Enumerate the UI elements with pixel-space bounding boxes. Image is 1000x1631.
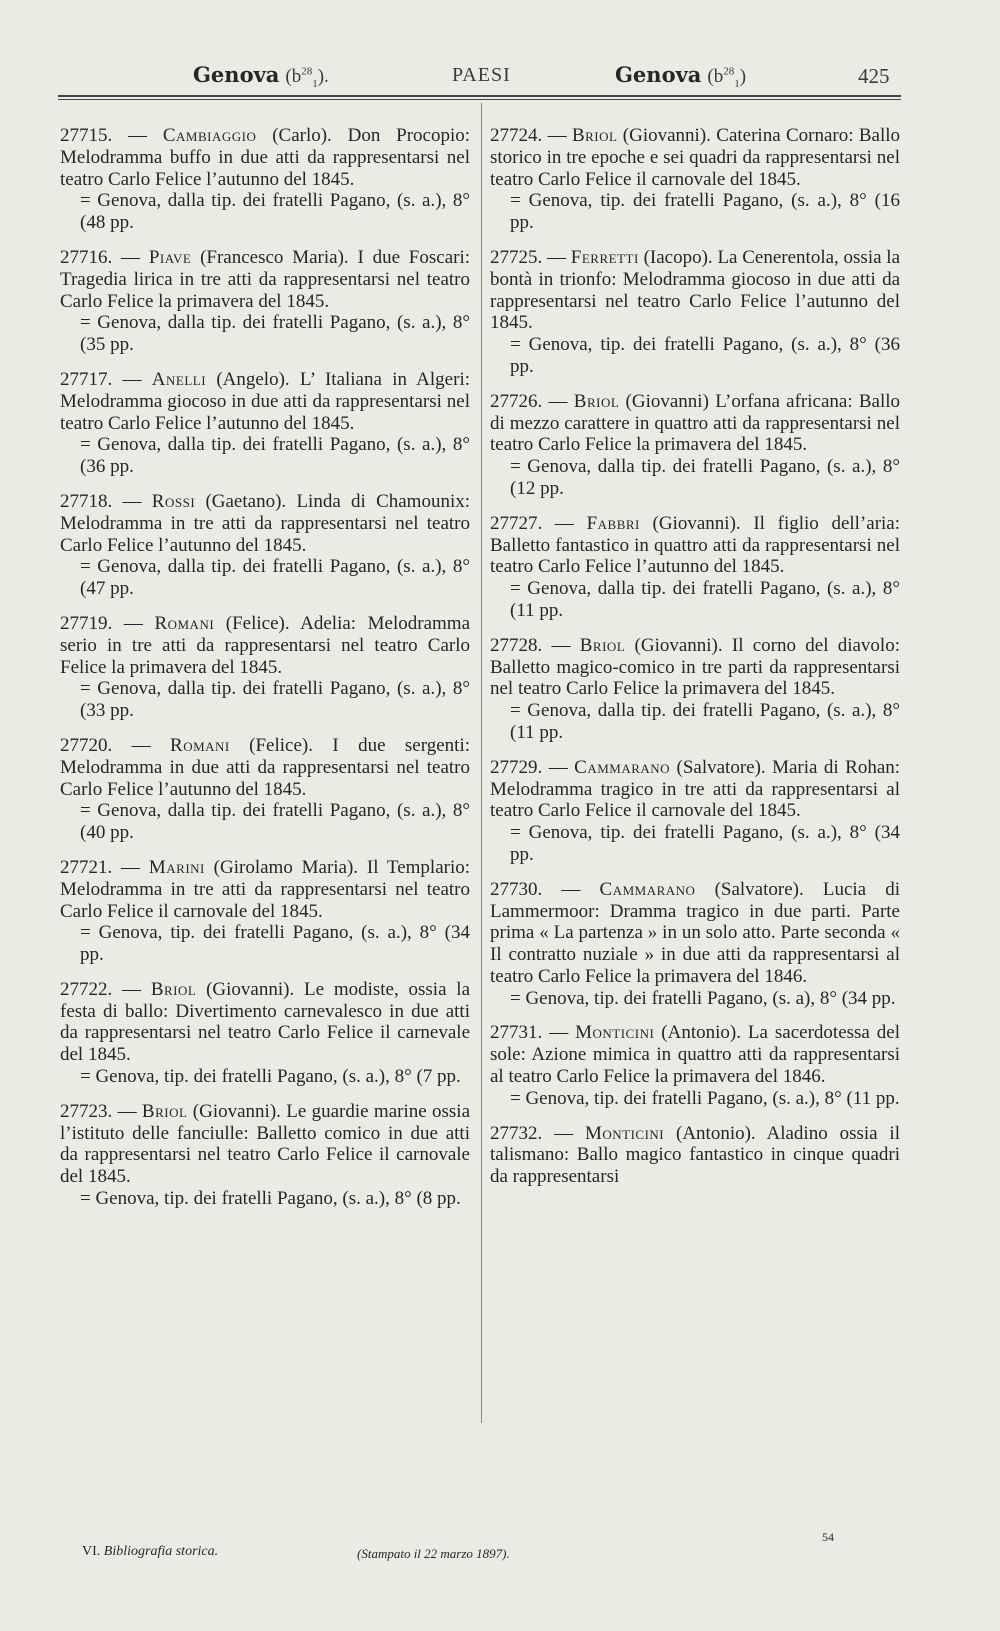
- column-divider: [481, 103, 482, 1423]
- entry-title: I due Foscari: Tragedia lirica in tre atti da rappresentarsi nel teatro Carlo Felice la primavera del 1845.: [60, 246, 471, 312]
- entry-author: Briol: [573, 390, 620, 412]
- bibliography-entry: 27725. — Ferretti (Iacopo). La Cenerentola, ossia la bontà in trionfo: Melodramma giocoso in due atti da rappresentarsi nel teatro Carlo Felice l’autunno del 1845. = Genova, tip. dei fratelli Pagano, (s. a.), 8° (36 pp.: [490, 246, 901, 377]
- sig-sup: 28: [723, 65, 735, 78]
- bibliography-entry: 27721. — Marini (Girolamo Maria). Il Templario: Melodramma in tre atti da rappresentarsi nel teatro Carlo Felice il carnovale del 1845. = Genova, tip. dei fratelli Pagano, (s. a.), 8° (34 pp.: [60, 856, 471, 966]
- entry-number: 27716.: [60, 246, 113, 268]
- entry-imprint: = Genova, tip. dei fratelli Pagano, (s. a.), 8° (11 pp.: [510, 1087, 900, 1109]
- bibliography-entry: 27724. — Briol (Giovanni). Caterina Cornaro: Ballo storico in tre epoche e sei quadri da rappresentarsi nel teatro Carlo Felice il carnovale del 1845. = Genova, tip. dei fratelli Pagano, (s. a.), 8° (16 pp.: [490, 125, 901, 234]
- entry-author-given: (Giovanni).: [206, 978, 295, 1000]
- entry-imprint: = Genova, tip. dei fratelli Pagano, (s. a), 8° (34 pp.: [510, 987, 896, 1009]
- entry-number: 27719.: [60, 612, 113, 634]
- bibliography-entry: 27723. — Briol (Giovanni). Le guardie marine ossia l’istituto delle fanciulle: Balletto comico in due atti da rappresentarsi nel teatro Carlo Felice il carnovale del 1845. = Genova, tip. dei fratelli Pagano, (s. a.), 8° (8 pp.: [60, 1100, 471, 1210]
- entry-author: Anelli: [151, 368, 207, 390]
- entry-imprint: = Genova, dalla tip. dei fratelli Pagano, (s. a.), 8° (40 pp.: [80, 800, 470, 844]
- bibliography-entry: 27716. — Piave (Francesco Maria). I due Foscari: Tragedia lirica in tre atti da rappresentarsi nel teatro Carlo Felice la primavera del 1845. = Genova, dalla tip. dei fratelli Pagano, (s. a.), 8° (35 pp.: [60, 246, 471, 356]
- header-rule: [58, 95, 901, 97]
- entry-imprint: = Genova, tip. dei fratelli Pagano, (s. a.), 8° (7 pp.: [80, 1066, 461, 1088]
- entry-author-given: (Giovanni): [625, 390, 709, 412]
- entry-author-given: (Angelo).: [216, 368, 290, 390]
- entry-number: 27727.: [490, 512, 543, 534]
- entry-number: 27732.: [490, 1122, 543, 1144]
- entry-imprint: = Genova, dalla tip. dei fratelli Pagano, (s. a.), 8° (48 pp.: [80, 190, 470, 234]
- entry-imprint: = Genova, dalla tip. dei fratelli Pagano, (s. a.), 8° (11 pp.: [510, 578, 900, 621]
- entry-author: Rossi: [151, 490, 196, 512]
- entry-number: 27726.: [490, 390, 543, 412]
- entry-author: Marini: [148, 856, 205, 878]
- footer-volume: [82, 1544, 218, 1560]
- entry-author-given: (Iacopo).: [643, 246, 713, 268]
- entry-author: Monticini: [584, 1122, 665, 1144]
- entry-title: Le guardie marine ossia l’istituto delle fanciulle: Balletto comico in due atti da rappresentarsi nel teatro Carlo Felice il carnovale del 1845.: [60, 1100, 471, 1188]
- entry-imprint: = Genova, dalla tip. dei fratelli Pagano, (s. a.), 8° (35 pp.: [80, 312, 470, 356]
- bibliography-entry: 27715. — Cambiaggio (Carlo). Don Procopio: Melodramma buffo in due atti da rappresentarsi nel teatro Carlo Felice l’autunno del 1845. = Genova, dalla tip. dei fratelli Pagano, (s. a.), 8° (48 pp.: [60, 125, 471, 234]
- entry-title: Aladino ossia il talismano: Ballo magico fantastico in cinque quadri da rappresentarsi: [490, 1122, 900, 1188]
- header-right-title: Genova: [615, 62, 702, 87]
- entry-number: 27731.: [490, 1022, 543, 1044]
- entry-title: Linda di Chamounix: Melodramma in tre atti da rappresentarsi nel teatro Carlo Felice l’autunno del 1845.: [60, 490, 471, 556]
- right-column: [490, 125, 900, 1201]
- entry-author-given: (Francesco Maria).: [200, 246, 349, 268]
- footer-printed-note: (Stampato il 22 marzo 1897).: [357, 1546, 510, 1561]
- volume-number: VI.: [82, 1544, 101, 1559]
- page-footer: [0, 1530, 1000, 1578]
- header-rule-thin: [58, 99, 901, 100]
- entry-imprint: = Genova, tip. dei fratelli Pagano, (s. a.), 8° (34 pp.: [80, 922, 470, 966]
- entry-author-given: (Gaetano).: [205, 490, 287, 512]
- sig-sub: 1: [734, 77, 740, 90]
- entry-author-given: (Giovanni).: [622, 125, 711, 146]
- entry-author: Cammarano: [599, 878, 696, 900]
- entry-author-given: (Giovanni).: [192, 1100, 281, 1122]
- bibliography-entry: 27722. — Briol (Giovanni). Le modiste, ossia la festa di ballo: Divertimento carnevalesco in due atti da rappresentarsi nel teatro Carlo Felice il carnevale del 1845. = Genova, tip. dei fratelli Pagano, (s. a.), 8° (7 pp.: [60, 978, 471, 1088]
- header-left: [193, 62, 329, 90]
- entry-imprint: = Genova, dalla tip. dei fratelli Pagano, (s. a.), 8° (47 pp.: [80, 556, 470, 600]
- entry-author-given: (Carlo).: [272, 125, 332, 146]
- entry-author: Fabbri: [586, 512, 640, 534]
- entry-title: Adelia: Melodramma serio in tre atti da rappresentarsi nel teatro Carlo Felice la primavera del 1845.: [60, 612, 471, 678]
- entry-number: 27720.: [60, 734, 113, 756]
- entry-author: Cammarano: [574, 756, 671, 778]
- entry-title: Caterina Cornaro: Ballo storico in tre epoche e sei quadri da rappresentarsi nel teatro Carlo Felice il carnovale del 1845.: [490, 125, 901, 190]
- entry-number: 27725.: [490, 246, 543, 268]
- entry-number: 27730.: [490, 878, 543, 900]
- entry-number: 27723.: [60, 1100, 113, 1122]
- entry-author-given: (Giovanni).: [634, 634, 723, 656]
- entry-author-given: (Antonio).: [661, 1022, 741, 1044]
- entry-author: Romani: [170, 734, 230, 756]
- entry-imprint: = Genova, dalla tip. dei fratelli Pagano, (s. a.), 8° (33 pp.: [80, 678, 470, 722]
- bibliography-entry: 27731. — Monticini (Antonio). La sacerdotessa del sole: Azione mimica in quattro atti da rappresentarsi al teatro Carlo Felice la primavera del 1846. = Genova, tip. dei fratelli Pagano, (s. a.), 8° (11 pp.: [490, 1022, 901, 1109]
- entry-number: 27717.: [60, 368, 113, 390]
- bibliography-entry: 27726. — Briol (Giovanni) L’orfana africana: Ballo di mezzo carattere in quattro atti da rappresentarsi nel teatro Carlo Felice la primavera del 1845. = Genova, dalla tip. dei fratelli Pagano, (s. a.), 8° (12 pp.: [490, 390, 901, 499]
- entry-author: Briol: [141, 1100, 188, 1122]
- entry-title: L’ Italiana in Algeri: Melodramma giocoso in due atti da rappresentarsi nel teatro Carlo Felice l’autunno del 1845.: [60, 368, 471, 434]
- entry-author-given: (Giovanni).: [652, 512, 741, 534]
- entry-title: La Cenerentola, ossia la bontà in trionfo: Melodramma giocoso in due atti da rappresentarsi nel teatro Carlo Felice l’autunno del 1845.: [490, 246, 901, 334]
- header-left-signature: [285, 65, 329, 90]
- bibliography-entry: 27729. — Cammarano (Salvatore). Maria di Rohan: Melodramma tragico in tre atti da rappresentarsi al teatro Carlo Felice il carnovale del 1845. = Genova, tip. dei fratelli Pagano, (s. a.), 8° (34 pp.: [490, 756, 901, 865]
- entry-title: Lucia di Lammermoor: Dramma tragico in due parti. Parte prima « La partenza » in un solo atto. Parte seconda « Il contratto nuziale » in due atti da rappresentarsi al teatro Carlo Felice la primavera del 1846.: [490, 878, 901, 987]
- entry-number: 27721.: [60, 856, 113, 878]
- sig-letter: (b: [707, 66, 724, 87]
- bibliography-entry: 27717. — Anelli (Angelo). L’ Italiana in Algeri: Melodramma giocoso in due atti da rappresentarsi nel teatro Carlo Felice l’autunno del 1845. = Genova, dalla tip. dei fratelli Pagano, (s. a.), 8° (36 pp.: [60, 368, 471, 478]
- entry-title: Le modiste, ossia la festa di ballo: Divertimento carnevalesco in due atti da rappresentarsi nel teatro Carlo Felice il carnevale del 1845.: [60, 978, 471, 1066]
- signature-mark: 54: [822, 1530, 834, 1544]
- header-section: PAESI: [452, 64, 511, 86]
- entry-author-given: (Antonio).: [676, 1122, 756, 1144]
- volume-title: Bibliografia storica.: [103, 1544, 219, 1559]
- entry-number: 27718.: [60, 490, 113, 512]
- sig-sup: 28: [301, 65, 313, 78]
- entry-imprint: = Genova, dalla tip. dei fratelli Pagano, (s. a.), 8° (12 pp.: [510, 456, 900, 499]
- entry-title: Il corno del diavolo: Balletto magico-comico in tre parti da rappresentarsi nel teatro Carlo Felice la primavera del 1845.: [490, 634, 900, 700]
- bibliography-entry: 27727. — Fabbri (Giovanni). Il figlio dell’aria: Balletto fantastico in quattro atti da rappresentarsi nel teatro Carlo Felice l’autunno del 1845. = Genova, dalla tip. dei fratelli Pagano, (s. a.), 8° (11 pp.: [490, 512, 901, 621]
- entry-author-given: (Felice).: [225, 612, 290, 634]
- entry-number: 27715.: [60, 125, 113, 146]
- entry-number: 27728.: [490, 634, 543, 656]
- bibliography-entry: 27720. — Romani (Felice). I due sergenti: Melodramma in due atti da rappresentarsi nel teatro Carlo Felice l’autunno del 1845. = Genova, dalla tip. dei fratelli Pagano, (s. a.), 8° (40 pp.: [60, 734, 470, 844]
- entry-title: Maria di Rohan: Melodramma tragico in tre atti da rappresentarsi al teatro Carlo Felice il carnovale del 1845.: [490, 756, 901, 822]
- entry-imprint: = Genova, tip. dei fratelli Pagano, (s. a.), 8° (34 pp.: [510, 822, 900, 865]
- entry-author-given: (Salvatore).: [676, 756, 766, 778]
- page-number: 425: [858, 64, 890, 88]
- entry-author: Cambiaggio: [162, 125, 257, 146]
- entry-imprint: = Genova, tip. dei fratelli Pagano, (s. a.), 8° (8 pp.: [80, 1188, 461, 1210]
- sig-sub: 1: [312, 77, 318, 90]
- entry-title: I due sergenti: Melodramma in due atti da rappresentarsi nel teatro Carlo Felice l’autunno del 1845.: [60, 734, 470, 800]
- bibliography-entry: 27732. — Monticini (Antonio). Aladino ossia il talismano: Ballo magico fantastico in cinque quadri da rappresentarsi: [490, 1122, 900, 1188]
- entry-imprint: = Genova, dalla tip. dei fratelli Pagano, (s. a.), 8° (11 pp.: [510, 700, 900, 743]
- entry-title: Il figlio dell’aria: Balletto fantastico in quattro atti da rappresentarsi nel teatro Carlo Felice l’autunno del 1845.: [490, 512, 901, 578]
- bibliography-entry: 27728. — Briol (Giovanni). Il corno del diavolo: Balletto magico-comico in tre parti da rappresentarsi nel teatro Carlo Felice la primavera del 1845. = Genova, dalla tip. dei fratelli Pagano, (s. a.), 8° (11 pp.: [490, 634, 900, 743]
- header-left-title: Genova: [193, 62, 280, 87]
- bibliography-entry: 27730. — Cammarano (Salvatore). Lucia di Lammermoor: Dramma tragico in due parti. Parte prima « La partenza » in un solo atto. Parte seconda « Il contratto nuziale » in due atti da rappresentarsi al teatro Carlo Felice la primavera del 1846. = Genova, tip. dei fratelli Pagano, (s. a), 8° (34 pp.: [490, 878, 901, 1009]
- entry-number: 27729.: [490, 756, 543, 778]
- sig-letter: (b: [285, 66, 302, 87]
- entry-imprint: = Genova, dalla tip. dei fratelli Pagano, (s. a.), 8° (36 pp.: [80, 434, 470, 478]
- entry-author: Romani: [154, 612, 215, 634]
- entry-number: 27722.: [60, 978, 113, 1000]
- entry-author: Briol: [579, 634, 626, 656]
- entry-author: Piave: [148, 246, 192, 268]
- entry-author-given: (Girolamo Maria).: [213, 856, 359, 878]
- bibliography-entry: 27719. — Romani (Felice). Adelia: Melodramma serio in tre atti da rappresentarsi nel teatro Carlo Felice la primavera del 1845. = Genova, dalla tip. dei fratelli Pagano, (s. a.), 8° (33 pp.: [60, 612, 471, 722]
- left-column: [60, 125, 470, 1223]
- sig-close: ).: [317, 66, 329, 87]
- entry-author: Briol: [150, 978, 197, 1000]
- entry-author: Ferretti: [570, 246, 639, 268]
- entry-imprint: = Genova, tip. dei fratelli Pagano, (s. a.), 8° (36 pp.: [510, 334, 900, 377]
- entry-author: Monticini: [575, 1022, 655, 1044]
- entry-title: Il Templario: Melodramma in tre atti da rappresentarsi nel teatro Carlo Felice il carnovale del 1845.: [60, 856, 471, 922]
- header-right-signature: [707, 65, 747, 90]
- running-header: [0, 58, 1000, 98]
- entry-title: La sacerdotessa del sole: Azione mimica in quattro atti da rappresentarsi al teatro Carlo Felice la primavera del 1846.: [490, 1022, 901, 1088]
- entry-title: L’orfana africana: Ballo di mezzo carattere in quattro atti da rappresentarsi nel teatro Carlo Felice la primavera del 1845.: [490, 390, 901, 456]
- entry-author-given: (Felice).: [249, 734, 313, 756]
- sig-close: ): [739, 66, 747, 87]
- header-right: [615, 62, 746, 90]
- bibliography-entry: 27718. — Rossi (Gaetano). Linda di Chamounix: Melodramma in tre atti da rappresentarsi nel teatro Carlo Felice l’autunno del 1845. = Genova, dalla tip. dei fratelli Pagano, (s. a.), 8° (47 pp.: [60, 490, 471, 600]
- entry-title: Don Procopio: Melodramma buffo in due atti da rappresentarsi nel teatro Carlo Felice l’autunno del 1845.: [60, 125, 471, 190]
- entry-author-given: (Salvatore).: [714, 878, 804, 900]
- entry-imprint: = Genova, tip. dei fratelli Pagano, (s. a.), 8° (16 pp.: [510, 190, 900, 234]
- entry-number: 27724.: [490, 125, 543, 146]
- entry-author: Briol: [571, 125, 618, 146]
